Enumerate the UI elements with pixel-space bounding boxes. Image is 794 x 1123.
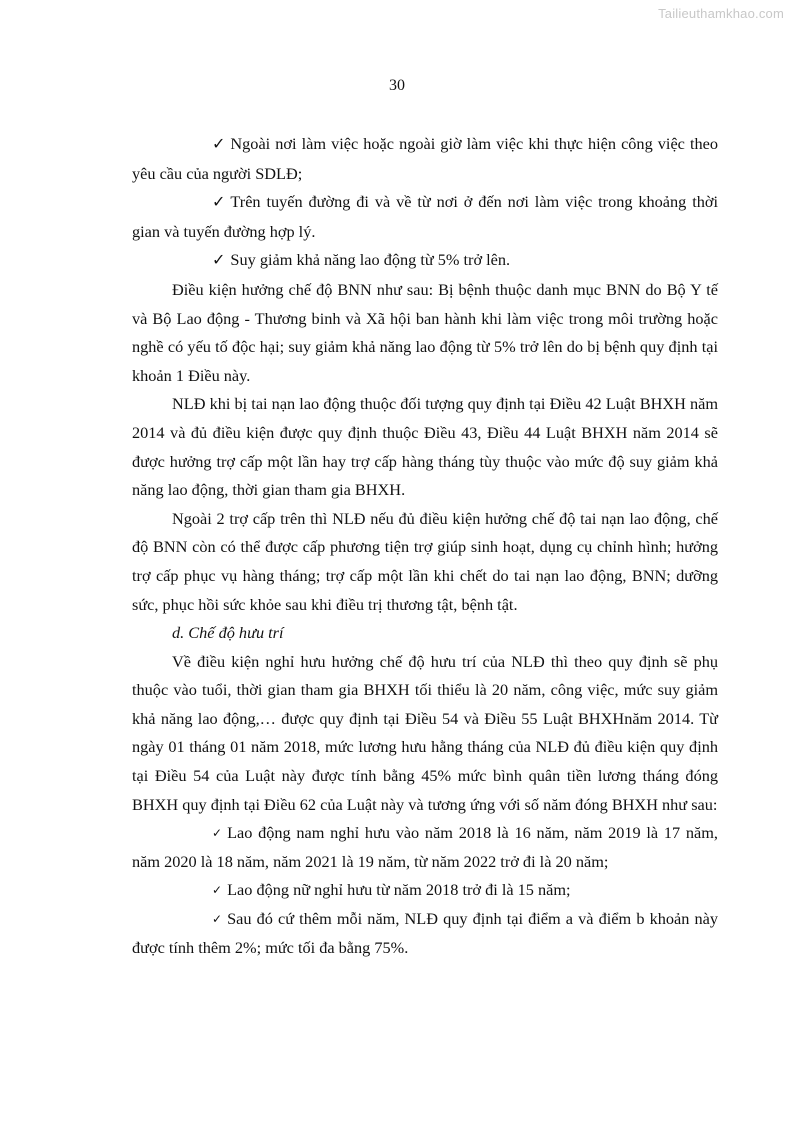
checkmark-icon: ✓: [212, 883, 223, 898]
checkmark-icon: ✓: [212, 252, 226, 270]
paragraph-text: Sau đó cứ thêm mỗi năm, NLĐ quy định tại điểm a và điểm b khoản này được tính thêm 2%; mức tối đa bằng 75%.: [132, 909, 718, 957]
paragraph-check-3: [132, 246, 718, 276]
paragraph-retirement-conditions: Về điều kiện nghỉ hưu hưởng chế độ hưu trí của NLĐ thì theo quy định sẽ phụ thuộc vào tuổi, thời gian tham gia BHXH tối thiểu là 20 năm, công việc, mức suy giảm khả năng lao động,… được quy định tại Điều 54 và Điều 55 Luật BHXHnăm 2014. Từ ngày 01 tháng 01 năm 2018, mức lương hưu hằng tháng của NLĐ đủ điều kiện quy định tại Điều 54 của Luật này được tính bằng 45% mức bình quân tiền lương tháng đóng BHXH quy định tại Điều 62 của Luật này và tương ứng với số năm đóng BHXH như sau:: [132, 651, 718, 814]
section-heading-retirement: d. Chế độ hưu trí: [172, 623, 284, 643]
checkmark-icon: ✓: [212, 912, 223, 927]
paragraph-bnn-conditions: Điều kiện hưởng chế độ BNN như sau: Bị bệnh thuộc danh mục BNN do Bộ Y tế và Bộ Lao động - Thương binh và Xã hội ban hành khi làm việc trong môi trường hoặc nghề có yếu tố độc hại; suy giảm khả năng lao động từ 5% trở lên do bị bệnh quy định tại khoản 1 Điều này.: [132, 279, 718, 385]
paragraph-check-male: [132, 819, 718, 876]
checkmark-icon: ✓: [212, 136, 226, 153]
paragraph-check-1: [132, 130, 718, 188]
page-number: 30: [389, 77, 405, 94]
paragraph-check-female: [132, 876, 718, 905]
paragraph-text: Suy giảm khả năng lao động từ 5% trở lên.: [230, 250, 511, 270]
document-body: [132, 130, 718, 962]
paragraph-check-2: [132, 188, 718, 246]
paragraph-other-benefits: Ngoài 2 trợ cấp trên thì NLĐ nếu đủ điều kiện hưởng chế độ tai nạn lao động, chế độ BNN còn có thể được cấp phương tiện trợ giúp sinh hoạt, dụng cụ chỉnh hình; hưởng trợ cấp phục vụ hàng tháng; trợ cấp một lần khi chết do tai nạn lao động, BNN; dưỡng sức, phục hồi sức khỏe sau khi điều trị thương tật, bệnh tật.: [132, 508, 718, 614]
paragraph-text: Trên tuyến đường đi và về từ nơi ở đến nơi làm việc trong khoảng thời gian và tuyến đường hợp lý.: [132, 192, 718, 241]
watermark: Tailieuthamkhao.com: [658, 6, 784, 21]
paragraph-text: Ngoài nơi làm việc hoặc ngoài giờ làm việc khi thực hiện công việc theo yêu cầu của người SDLĐ;: [132, 134, 718, 183]
paragraph-check-increment: [132, 905, 718, 962]
paragraph-text: Lao động nam nghỉ hưu vào năm 2018 là 16 năm, năm 2019 là 17 năm, năm 2020 là 18 năm, năm 2021 là 19 năm, từ năm 2022 trở đi là 20 năm;: [132, 823, 718, 871]
paragraph-nld-accident: NLĐ khi bị tai nạn lao động thuộc đối tượng quy định tại Điều 42 Luật BHXH năm 2014 và đủ điều kiện được quy định thuộc Điều 43, Điều 44 Luật BHXH năm 2014 sẽ được hưởng trợ cấp một lần hay trợ cấp hàng tháng tùy thuộc vào mức độ suy giảm khả năng lao động, thời gian tham gia BHXH.: [132, 394, 718, 500]
checkmark-icon: ✓: [212, 826, 223, 841]
paragraph-text: Lao động nữ nghỉ hưu từ năm 2018 trở đi là 15 năm;: [227, 880, 571, 900]
checkmark-icon: ✓: [212, 194, 226, 212]
